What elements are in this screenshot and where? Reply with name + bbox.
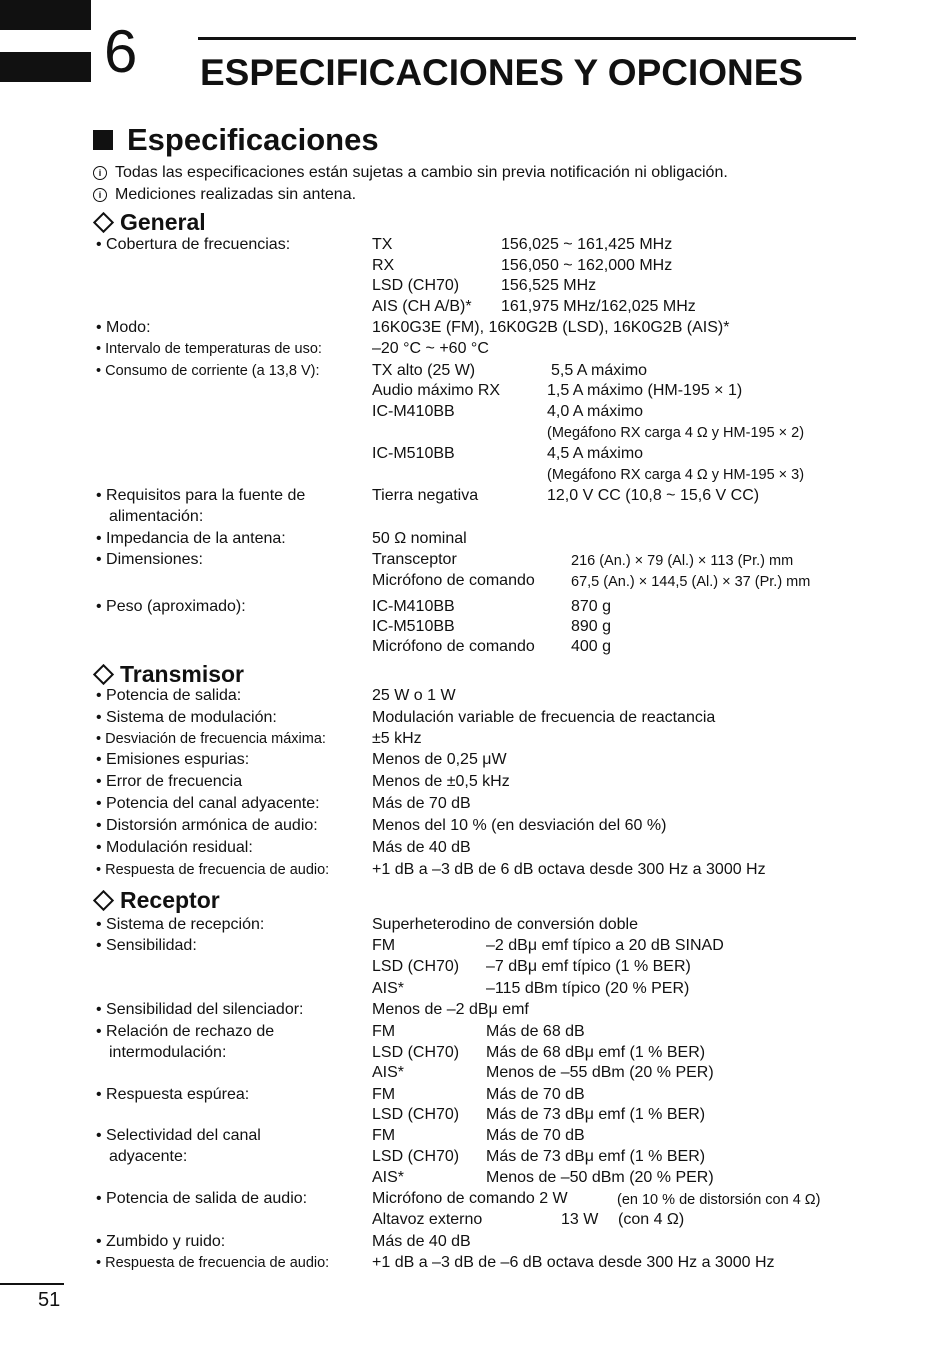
spec-note: (con 4 Ω)	[618, 1211, 685, 1228]
spec-key: Transceptor	[372, 551, 457, 568]
spec-value: 216 (An.) × 79 (Al.) × 113 (Pr.) mm	[571, 553, 794, 569]
spec-value: Más de 68 dB	[486, 1023, 585, 1040]
spec-key: AIS*	[372, 1169, 405, 1186]
spec-value: 12,0 V CC (10,8 ~ 15,6 V CC)	[547, 487, 760, 504]
spec-label: • Respuesta de frecuencia de audio:	[96, 1255, 330, 1271]
spec-label-cont: alimentación:	[109, 508, 204, 525]
spec-value: Menos de –55 dBm (20 % PER)	[486, 1064, 714, 1081]
spec-label: • Intervalo de temperaturas de uso:	[96, 341, 322, 357]
section-heading	[93, 120, 379, 160]
spec-key: FM	[372, 1127, 396, 1144]
spec-label: • Requisitos para la fuente de	[96, 487, 306, 504]
spec-label: • Cobertura de frecuencias:	[96, 236, 291, 253]
spec-value: Más de 73 dBμ emf (1 % BER)	[486, 1106, 706, 1123]
spec-key: AIS*	[372, 980, 405, 997]
spec-key: Micrófono de comando	[372, 638, 535, 655]
spec-value: 5,5 A máximo	[551, 362, 648, 379]
info-icon: i	[93, 166, 107, 180]
spec-label: • Sensibilidad:	[96, 937, 197, 954]
chapter-number: 6	[104, 18, 138, 85]
subheading-general: General	[93, 208, 206, 236]
footer-rule	[0, 1283, 64, 1285]
note-1: i Todas las especificaciones están sujetas a cambio sin previa notificación ni obligación.	[93, 163, 728, 183]
spec-label: • Sistema de modulación:	[96, 709, 277, 726]
spec-label: • Zumbido y ruido:	[96, 1233, 226, 1250]
spec-value: 870 g	[571, 598, 612, 615]
spec-key: LSD (CH70)	[372, 1106, 460, 1123]
spec-value: 400 g	[571, 638, 612, 655]
spec-value: 1,5 A máximo (HM-195 × 1)	[547, 382, 743, 399]
spec-value: Modulación variable de frecuencia de reactancia	[372, 709, 716, 726]
spec-key: FM	[372, 1023, 396, 1040]
note-2: i Mediciones realizadas sin antena.	[93, 185, 356, 205]
spec-value: 156,050 ~ 162,000 MHz	[501, 257, 673, 274]
spec-label: • Consumo de corriente (a 13,8 V):	[96, 363, 320, 379]
spec-value: –2 dBμ emf típico a 20 dB SINAD	[486, 937, 724, 954]
spec-note: (Megáfono RX carga 4 Ω y HM-195 × 3)	[547, 467, 805, 483]
spec-value: –115 dBm típico (20 % PER)	[486, 980, 690, 997]
spec-key: AIS (CH A/B)*	[372, 298, 472, 315]
spec-key: TX alto (25 W)	[372, 362, 476, 379]
spec-key: Micrófono de comando	[372, 572, 535, 589]
spec-label: • Emisiones espurias:	[96, 751, 250, 768]
subheading-transmisor: Transmisor	[93, 660, 244, 688]
spec-key: RX	[372, 257, 395, 274]
spec-key: TX	[372, 236, 393, 253]
spec-note: (Megáfono RX carga 4 Ω y HM-195 × 2)	[547, 425, 805, 441]
spec-value: Menos de –50 dBm (20 % PER)	[486, 1169, 714, 1186]
spec-value: 156,525 MHz	[501, 277, 597, 294]
spec-label: • Desviación de frecuencia máxima:	[96, 731, 326, 747]
square-bullet-icon	[93, 130, 113, 150]
subheading-receptor: Receptor	[93, 886, 220, 914]
spec-value: Menos del 10 % (en desviación del 60 %)	[372, 817, 667, 834]
spec-label: • Modo:	[96, 319, 151, 336]
spec-value: Más de 40 dB	[372, 1233, 471, 1250]
spec-value: Más de 68 dBμ emf (1 % BER)	[486, 1044, 706, 1061]
spec-label: • Respuesta de frecuencia de audio:	[96, 862, 330, 878]
spec-key: FM	[372, 1086, 396, 1103]
diamond-icon	[93, 889, 114, 910]
diamond-icon	[93, 211, 114, 232]
section-title: Especificaciones	[127, 122, 379, 157]
spec-label-cont: intermodulación:	[109, 1044, 227, 1061]
spec-label: • Potencia de salida:	[96, 687, 242, 704]
spec-value: Más de 70 dB	[486, 1127, 585, 1144]
spec-label: • Peso (aproximado):	[96, 598, 246, 615]
spec-value: Menos de –2 dBμ emf	[372, 1001, 529, 1018]
spec-label: • Selectividad del canal	[96, 1127, 261, 1144]
spec-label: • Sensibilidad del silenciador:	[96, 1001, 304, 1018]
spec-key: Audio máximo RX	[372, 382, 501, 399]
spec-label: • Distorsión armónica de audio:	[96, 817, 318, 834]
spec-value: Más de 70 dB	[372, 795, 471, 812]
spec-key: LSD (CH70)	[372, 277, 460, 294]
spec-label: • Impedancia de la antena:	[96, 530, 286, 547]
spec-label: • Dimensiones:	[96, 551, 203, 568]
spec-value: 156,025 ~ 161,425 MHz	[501, 236, 673, 253]
spec-value: Más de 70 dB	[486, 1086, 585, 1103]
spec-key: LSD (CH70)	[372, 958, 460, 975]
spec-key: IC-M510BB	[372, 445, 455, 462]
spec-value: –20 °C ~ +60 °C	[372, 340, 489, 357]
spec-value: +1 dB a –3 dB de 6 dB octava desde 300 Hz a 3000 Hz	[372, 861, 766, 878]
spec-value: 67,5 (An.) × 144,5 (Al.) × 37 (Pr.) mm	[571, 574, 811, 590]
spec-key: LSD (CH70)	[372, 1044, 460, 1061]
spec-label: • Modulación residual:	[96, 839, 253, 856]
spec-note: (en 10 % de distorsión con 4 Ω)	[617, 1192, 821, 1208]
spec-value: Más de 40 dB	[372, 839, 471, 856]
spec-key: Tierra negativa	[372, 487, 479, 504]
spec-value: Micrófono de comando 2 W	[372, 1190, 568, 1207]
spec-key: AIS*	[372, 1064, 405, 1081]
spec-key: LSD (CH70)	[372, 1148, 460, 1165]
chapter-title: ESPECIFICACIONES Y OPCIONES	[200, 52, 804, 93]
spec-key: IC-M410BB	[372, 403, 455, 420]
spec-label-cont: adyacente:	[109, 1148, 188, 1165]
spec-value: 50 Ω nominal	[372, 530, 467, 547]
spec-key: IC-M510BB	[372, 618, 455, 635]
spec-key: IC-M410BB	[372, 598, 455, 615]
spec-key: Altavoz externo	[372, 1211, 483, 1228]
spec-value: Más de 73 dBμ emf (1 % BER)	[486, 1148, 706, 1165]
spec-value: +1 dB a –3 dB de –6 dB octava desde 300 Hz a 3000 Hz	[372, 1254, 775, 1271]
spec-value: 890 g	[571, 618, 612, 635]
spec-value: 161,975 MHz/162,025 MHz	[501, 298, 696, 315]
spec-value: 13 W	[561, 1211, 599, 1228]
chapter-tab-bottom	[0, 52, 91, 82]
spec-value: Superheterodino de conversión doble	[372, 916, 638, 933]
spec-value: 4,0 A máximo	[547, 403, 644, 420]
spec-value: –7 dBμ emf típico (1 % BER)	[486, 958, 691, 975]
spec-label: • Relación de rechazo de	[96, 1023, 275, 1040]
header-rule	[198, 37, 856, 40]
spec-value: ±5 kHz	[372, 730, 422, 747]
spec-value: 4,5 A máximo	[547, 445, 644, 462]
spec-value: Menos de ±0,5 kHz	[372, 773, 510, 790]
info-icon: i	[93, 188, 107, 202]
spec-label: • Potencia del canal adyacente:	[96, 795, 320, 812]
spec-key: FM	[372, 937, 396, 954]
spec-label: • Respuesta espúrea:	[96, 1086, 250, 1103]
spec-value: 25 W o 1 W	[372, 687, 456, 704]
spec-value: 16K0G3E (FM), 16K0G2B (LSD), 16K0G2B (AIS)*	[372, 319, 730, 336]
chapter-tab-top	[0, 0, 91, 30]
spec-label: • Sistema de recepción:	[96, 916, 265, 933]
spec-label: • Potencia de salida de audio:	[96, 1190, 308, 1207]
diamond-icon	[93, 663, 114, 684]
spec-value: Menos de 0,25 μW	[372, 751, 507, 768]
page-number: 51	[38, 1289, 61, 1311]
spec-label: • Error de frecuencia	[96, 773, 243, 790]
